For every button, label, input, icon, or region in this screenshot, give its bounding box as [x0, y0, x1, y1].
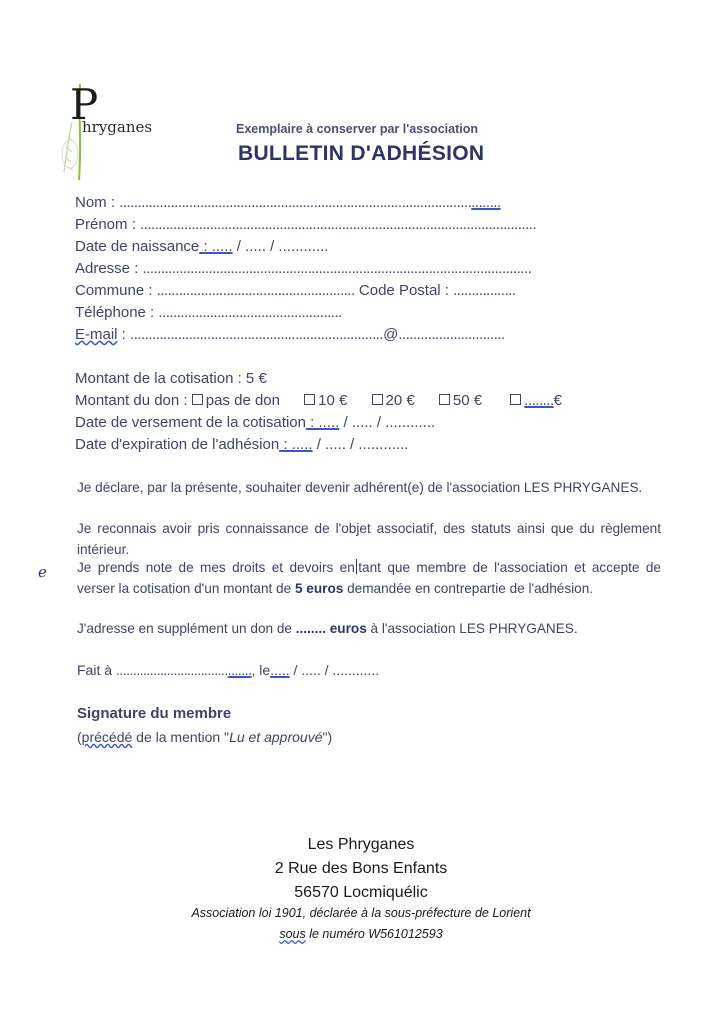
montant-don-row — [75, 392, 562, 409]
field-dots: ............................................................................................................ — [140, 216, 537, 233]
checkbox-icon[interactable] — [510, 394, 521, 405]
field-dots: ...................................................... — [156, 282, 355, 299]
field-label: Date de naissance — [75, 238, 200, 255]
field-label: Fait à — [77, 662, 116, 678]
field-dots: / ..... / ............ — [339, 414, 436, 431]
checkbox-icon[interactable] — [439, 394, 450, 405]
field-telephone[interactable] — [75, 304, 342, 321]
field-label: Date de versement de la cotisation — [75, 414, 306, 431]
checkbox-icon[interactable] — [372, 394, 383, 405]
field-nom[interactable] — [75, 194, 501, 211]
field-prenom[interactable] — [75, 216, 536, 233]
field-dots: .......................................................................................................... — [142, 260, 532, 277]
field-date-versement[interactable] — [75, 414, 435, 431]
field-dots: .................................................. — [158, 304, 342, 321]
field-label-code-postal: Code Postal : — [354, 282, 454, 299]
declaration-p1: Je déclare, par la présente, souhaiter devenir adhérent(e) de l'association LES PHRYGANES. — [77, 480, 643, 495]
field-dots-domain: ............................. — [398, 326, 505, 343]
field-date-expiration[interactable] — [75, 436, 408, 453]
field-label-colon: : — [117, 326, 131, 343]
field-label: E-mail — [75, 326, 118, 343]
logo-name: hryganes — [82, 118, 153, 136]
footer-org-name: Les Phryganes — [307, 836, 415, 853]
declaration-p4: J'adresse en supplément un don de ........ euros à l'association LES PHRYGANES. — [77, 621, 578, 636]
don-option-other[interactable]: ........€ — [504, 392, 562, 409]
copy-note: Exemplaire à conserver par l'association — [236, 122, 478, 136]
field-dots: ..................................................................... — [130, 326, 384, 343]
footer-registration: sous le numéro W561012593 — [279, 927, 443, 941]
declaration-p3: Je prends note de mes droits et devoirs en tant que membre de l'association et accepte de verser la cotisation d'un montant de 5 euros demandée en contrepartie de l'adhésion. — [77, 560, 661, 596]
footer-city: 56570 Locmiquélic — [294, 884, 428, 901]
field-day: ..... — [270, 662, 290, 678]
field-label: Téléphone : — [75, 304, 159, 321]
footer-street: 2 Rue des Bons Enfants — [274, 860, 448, 877]
field-day: : ..... — [199, 238, 233, 255]
declaration-p2: Je reconnais avoir pris connaissance de l'objet associatif, des statuts ainsi que du règlement intérieur. — [77, 521, 661, 557]
field-label: Date d'expiration de l'adhésion — [75, 436, 280, 453]
field-dots: / ..... / ............ — [232, 238, 329, 255]
checkbox-icon[interactable] — [304, 394, 315, 405]
don-option-10[interactable]: 10 € — [298, 392, 347, 409]
field-dots: ................................. — [115, 662, 228, 678]
field-dots: / ..... / ............ — [312, 436, 409, 453]
footer-legal: Association loi 1901, déclarée à la sous-préfecture de Lorient — [191, 906, 531, 920]
field-label: Prénom : — [75, 216, 141, 233]
field-fait-a[interactable] — [77, 662, 379, 678]
don-label: Montant du don : — [75, 392, 192, 409]
field-label: Commune : — [75, 282, 157, 299]
don-option-50[interactable]: 50 € — [433, 392, 482, 409]
field-dots-underlined: ....... — [227, 662, 252, 678]
logo-initial: P — [70, 80, 99, 129]
field-day: : ..... — [279, 436, 313, 453]
association-logo — [58, 82, 178, 182]
field-dots-underlined: ........ — [471, 194, 501, 211]
field-day: : ..... — [305, 414, 340, 431]
field-commune[interactable] — [75, 282, 516, 299]
field-email[interactable] — [75, 326, 505, 343]
field-dots-code-postal: ................. — [453, 282, 516, 299]
field-dots: ................................................................................................ — [119, 194, 472, 211]
page-title: BULLETIN D'ADHÉSION — [238, 142, 485, 165]
field-label-le: , le — [251, 662, 271, 678]
field-label: Adresse : — [75, 260, 143, 277]
don-option-none[interactable]: pas de don — [192, 392, 280, 409]
don-option-20[interactable]: 20 € — [366, 392, 415, 409]
signature-title: Signature du membre — [77, 705, 232, 722]
field-label: Nom : — [75, 194, 120, 211]
checkbox-icon[interactable] — [192, 394, 203, 405]
field-dots-date: / ..... / ............ — [289, 662, 380, 678]
field-date-naissance[interactable] — [75, 238, 328, 255]
signature-instruction: (précédé de la mention "Lu et approuvé") — [77, 729, 333, 745]
at-sign: @ — [383, 326, 399, 343]
field-adresse[interactable] — [75, 260, 531, 277]
montant-cotisation: Montant de la cotisation : 5 € — [75, 370, 267, 387]
margin-annotation: ℯ — [38, 564, 47, 581]
